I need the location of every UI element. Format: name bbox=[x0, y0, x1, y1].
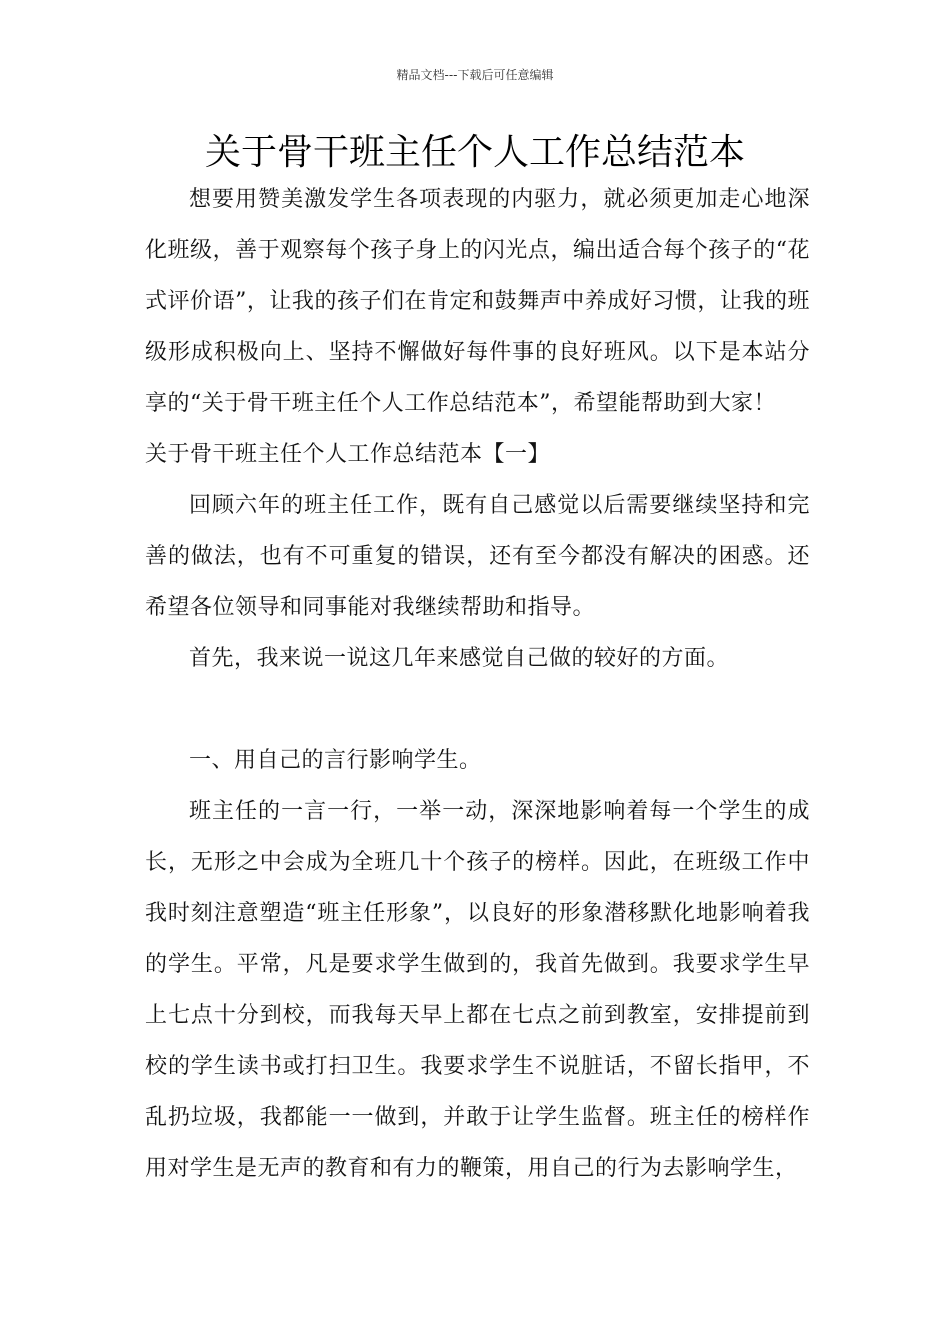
section-heading: 关于骨干班主任个人工作总结范本【一】 bbox=[145, 442, 551, 467]
subheading-paragraph: 一、用自己的言行影响学生。 bbox=[189, 748, 482, 773]
header-note: 精品文档---下载后可任意编辑 bbox=[396, 68, 554, 82]
first-point-paragraph: 首先，我来说一说这几年来感觉自己做的较好的方面。 bbox=[189, 646, 730, 671]
document-body bbox=[145, 174, 810, 1194]
example-paragraph: 班主任的一言一行，一举一动，深深地影响着每一个学生的成长，无形之中会成为全班几十个孩子的榜样。因此，在班级工作中我时刻注意塑造“班主任形象”，以良好的形象潜移默化地影响着我的学生。平常，凡是要求学生做到的，我首先做到。我要求学生早上七点十分到校，而我每天早上都在七点之前到教室，安排提前到校的学生读书或打扫卫生。我要求学生不说脏话，不留长指甲，不乱扔垃圾，我都能一一做到，并敢于让学生监督。班主任的榜样作用对学生是无声的教育和有力的鞭策，用自己的行为去影响学生， bbox=[145, 799, 810, 1181]
review-paragraph: 回顾六年的班主任工作，既有自己感觉以后需要继续坚持和完善的做法，也有不可重复的错误，还有至今都没有解决的困惑。还希望各位领导和同事能对我继续帮助和指导。 bbox=[145, 493, 810, 620]
intro-paragraph: 想要用赞美激发学生各项表现的内驱力，就必须更加走心地深化班级，善于观察每个孩子身上的闪光点，编出适合每个孩子的“花式评价语”，让我的孩子们在肯定和鼓舞声中养成好习惯，让我的班级形成积极向上、坚持不懈做好每件事的良好班风。以下是本站分享的“关于骨干班主任个人工作总结范本”，希望能帮助到大家！ bbox=[145, 187, 810, 416]
document-title: 关于骨干班主任个人工作总结范本 bbox=[204, 132, 745, 173]
paragraph-gap bbox=[145, 684, 810, 735]
